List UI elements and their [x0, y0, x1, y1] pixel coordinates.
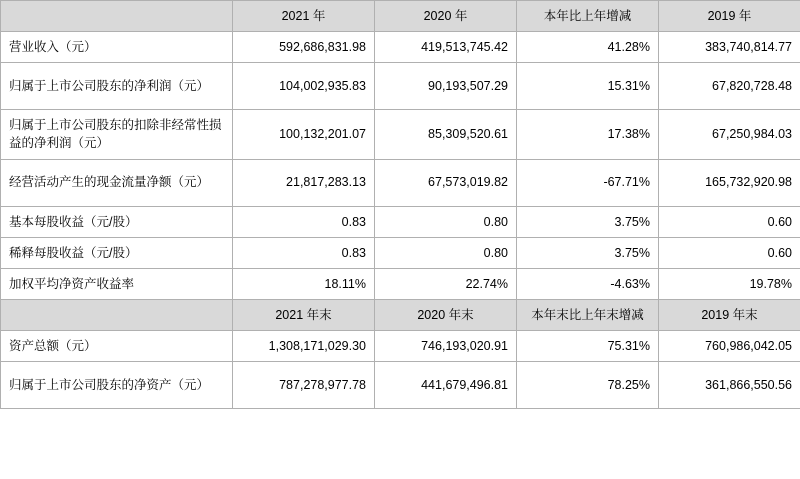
table-row: [1, 362, 800, 409]
row-label: 资产总额（元）: [1, 331, 233, 362]
row-value: -4.63%: [517, 268, 659, 299]
header-cell-2020: 2020 年: [375, 1, 517, 32]
row-label: 归属于上市公司股东的净利润（元）: [1, 63, 233, 110]
row-value: -67.71%: [517, 159, 659, 206]
table-header-row-annual: [1, 1, 800, 32]
row-value: 3.75%: [517, 237, 659, 268]
row-value: 17.38%: [517, 110, 659, 159]
row-label: 加权平均净资产收益率: [1, 268, 233, 299]
row-value: 75.31%: [517, 331, 659, 362]
row-value: 361,866,550.56: [659, 362, 800, 409]
row-value: 90,193,507.29: [375, 63, 517, 110]
row-value: 41.28%: [517, 32, 659, 63]
row-label: 稀释每股收益（元/股）: [1, 237, 233, 268]
row-value: 21,817,283.13: [233, 159, 375, 206]
header-cell-2020-end: 2020 年末: [375, 299, 517, 330]
row-value: 15.31%: [517, 63, 659, 110]
row-value: 746,193,020.91: [375, 331, 517, 362]
row-value: 1,308,171,029.30: [233, 331, 375, 362]
table-row: [1, 32, 800, 63]
row-label: 归属于上市公司股东的净资产（元）: [1, 362, 233, 409]
row-value: 0.60: [659, 237, 800, 268]
row-value: 787,278,977.78: [233, 362, 375, 409]
row-value: 18.11%: [233, 268, 375, 299]
header-cell-2021-end: 2021 年末: [233, 299, 375, 330]
header-blank-cell: [1, 1, 233, 32]
row-value: 3.75%: [517, 206, 659, 237]
row-value: 419,513,745.42: [375, 32, 517, 63]
row-value: 592,686,831.98: [233, 32, 375, 63]
row-value: 760,986,042.05: [659, 331, 800, 362]
header-cell-yoy-change: 本年比上年增减: [517, 1, 659, 32]
row-value: 100,132,201.07: [233, 110, 375, 159]
header-cell-2019-end: 2019 年末: [659, 299, 800, 330]
row-value: 0.83: [233, 237, 375, 268]
table-row: [1, 63, 800, 110]
table-row: [1, 159, 800, 206]
table-row: [1, 268, 800, 299]
table-header-row-year-end: [1, 299, 800, 330]
row-value: 0.80: [375, 237, 517, 268]
row-label: 营业收入（元）: [1, 32, 233, 63]
table-row: [1, 331, 800, 362]
table-row: [1, 237, 800, 268]
table-row: [1, 206, 800, 237]
row-value: 22.74%: [375, 268, 517, 299]
row-value: 383,740,814.77: [659, 32, 800, 63]
row-label: 经营活动产生的现金流量净额（元）: [1, 159, 233, 206]
header-cell-yoy-end-change: 本年末比上年末增减: [517, 299, 659, 330]
row-value: 85,309,520.61: [375, 110, 517, 159]
header-cell-2019: 2019 年: [659, 1, 800, 32]
table-row: [1, 110, 800, 159]
row-value: 19.78%: [659, 268, 800, 299]
row-value: 0.80: [375, 206, 517, 237]
row-label: 基本每股收益（元/股）: [1, 206, 233, 237]
header-cell-2021: 2021 年: [233, 1, 375, 32]
row-value: 67,573,019.82: [375, 159, 517, 206]
row-value: 165,732,920.98: [659, 159, 800, 206]
row-value: 104,002,935.83: [233, 63, 375, 110]
row-value: 0.83: [233, 206, 375, 237]
row-value: 67,820,728.48: [659, 63, 800, 110]
header-blank-cell-2: [1, 299, 233, 330]
row-value: 78.25%: [517, 362, 659, 409]
row-value: 441,679,496.81: [375, 362, 517, 409]
row-label: 归属于上市公司股东的扣除非经常性损益的净利润（元）: [1, 110, 233, 159]
row-value: 67,250,984.03: [659, 110, 800, 159]
row-value: 0.60: [659, 206, 800, 237]
